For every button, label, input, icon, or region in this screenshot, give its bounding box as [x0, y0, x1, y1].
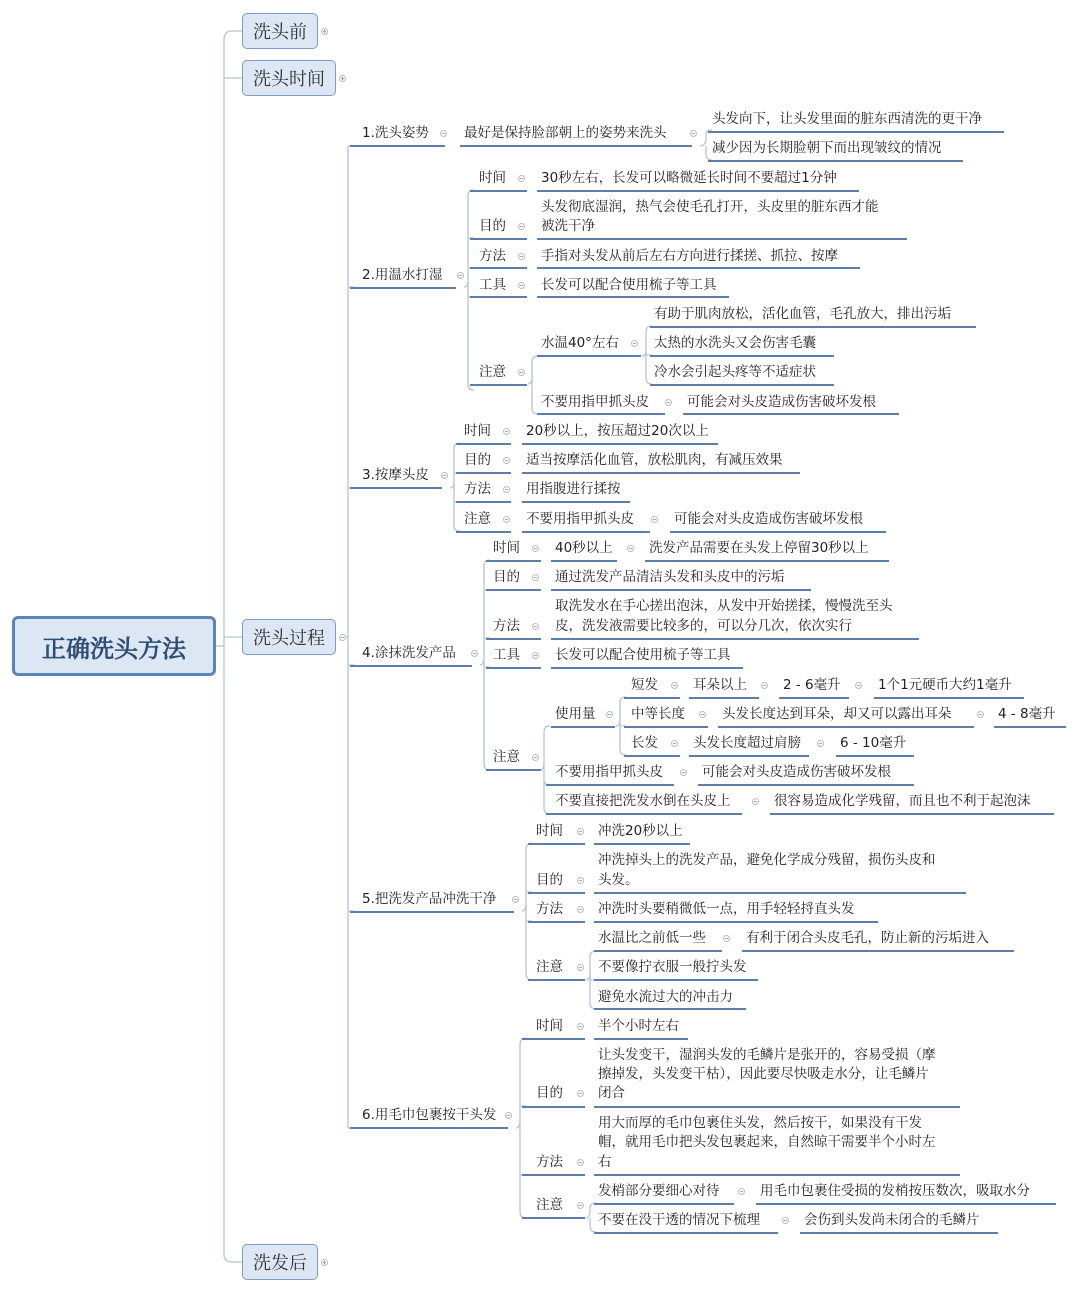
step4-time-label[interactable]: 时间: [493, 540, 520, 556]
underline: [522, 1174, 585, 1176]
collapse-toggle-icon[interactable]: [782, 1217, 789, 1224]
underline: [546, 784, 674, 786]
collapse-toggle-icon[interactable]: [665, 399, 672, 406]
step3-note[interactable]: 不要用指甲抓头皮: [526, 511, 634, 527]
underline: [800, 1232, 998, 1234]
step6-comb-reason[interactable]: 会伤到头发尚未闭合的毛鳞片: [804, 1212, 980, 1228]
underline: [456, 531, 511, 533]
collapse-toggle-icon[interactable]: [503, 516, 510, 523]
step3-label[interactable]: 3.按摩头皮: [362, 467, 429, 483]
expand-toggle-icon[interactable]: [321, 28, 328, 35]
step6-ends[interactable]: 发梢部分要细心对待: [598, 1183, 720, 1199]
collapse-toggle-icon[interactable]: [577, 828, 584, 835]
step4-time-detail[interactable]: 洗发产品需要在头发上停留30秒以上: [649, 540, 869, 556]
usage-length[interactable]: 中等长度: [631, 706, 685, 722]
collapse-toggle-icon[interactable]: [577, 906, 584, 913]
step2-label[interactable]: 2.用温水打湿: [362, 267, 443, 283]
underline: [470, 267, 527, 269]
step4-label[interactable]: 4.涂抹洗发产品: [362, 645, 456, 661]
underline: [594, 843, 690, 845]
step5-purpose-cont[interactable]: 头发。: [598, 872, 639, 888]
underline: [470, 190, 527, 192]
collapse-toggle-icon[interactable]: [671, 740, 678, 747]
step1-label[interactable]: 1.洗头姿势: [362, 125, 429, 141]
underline: [350, 287, 456, 289]
underline: [650, 384, 834, 386]
underline: [537, 355, 641, 357]
collapse-toggle-icon[interactable]: [680, 769, 687, 776]
step1-reason[interactable]: 头发向下，让头发里面的脏东西清洗的更干净: [712, 111, 982, 127]
underline: [594, 1203, 734, 1205]
collapse-toggle-icon[interactable]: [723, 935, 730, 942]
underline: [522, 472, 800, 474]
underline: [537, 238, 907, 240]
collapse-toggle-icon[interactable]: [339, 634, 346, 641]
water-temp-item[interactable]: 冷水会引起头疼等不适症状: [654, 364, 816, 380]
step2-time[interactable]: 30秒左右，长发可以略微延长时间不要超过1分钟: [541, 170, 837, 186]
step4-time[interactable]: 40秒以上: [555, 540, 613, 556]
collapse-toggle-icon[interactable]: [440, 130, 447, 137]
underline: [350, 665, 472, 667]
topic-before-wash[interactable]: 洗头前: [242, 13, 318, 49]
step6-method-cont[interactable]: 帽，就用毛巾把头发包裹起来，自然晾干需要半个小时左: [598, 1134, 936, 1150]
underline: [470, 296, 527, 298]
underline: [718, 726, 974, 728]
step5-time[interactable]: 冲洗20秒以上: [598, 823, 683, 839]
step2-note-label[interactable]: 注意: [479, 364, 506, 380]
usage-length[interactable]: 长发: [631, 735, 658, 751]
topic-wash-time[interactable]: 洗头时间: [242, 60, 336, 96]
underline: [456, 443, 511, 445]
underline: [528, 843, 585, 845]
collapse-toggle-icon[interactable]: [518, 369, 525, 376]
underline: [528, 921, 585, 923]
step3-purpose[interactable]: 适当按摩活化血管，放松肌肉，有减压效果: [526, 452, 783, 468]
underline: [522, 501, 630, 503]
step2-method-label[interactable]: 方法: [479, 248, 506, 264]
collapse-toggle-icon[interactable]: [505, 1112, 512, 1119]
step3-method[interactable]: 用指腹进行揉按: [526, 481, 621, 497]
underline: [689, 697, 759, 699]
step1-posture[interactable]: 最好是保持脸部朝上的姿势来洗头: [464, 125, 667, 141]
step2-purpose-label[interactable]: 目的: [479, 218, 506, 234]
collapse-toggle-icon[interactable]: [532, 623, 539, 630]
underline: [624, 697, 680, 699]
underline: [594, 1038, 688, 1040]
step4-pour[interactable]: 不要直接把洗发水倒在头皮上: [555, 793, 731, 809]
underline: [551, 560, 617, 562]
step6-ends-reason[interactable]: 用毛巾包裹住受损的发梢按压数次，吸取水分: [760, 1183, 1030, 1199]
step6-purpose-cont[interactable]: 闭合: [598, 1085, 625, 1101]
underline: [350, 911, 514, 913]
underline: [551, 726, 615, 728]
underline: [470, 238, 527, 240]
usage-desc[interactable]: 头发长度超过肩膀: [693, 735, 801, 751]
underline: [594, 979, 758, 981]
collapse-toggle-icon[interactable]: [671, 682, 678, 689]
step2-purpose-cont[interactable]: 被洗干净: [541, 218, 595, 234]
step3-note-label[interactable]: 注意: [464, 511, 491, 527]
underline: [779, 697, 849, 699]
underline: [486, 769, 541, 771]
underline: [594, 921, 878, 923]
collapse-toggle-icon[interactable]: [817, 740, 824, 747]
step5-note-reason[interactable]: 有利于闭合头皮毛孔，防止新的污垢进入: [746, 930, 989, 946]
collapse-toggle-icon[interactable]: [606, 711, 613, 718]
underline: [594, 950, 722, 952]
underline: [350, 1127, 508, 1129]
underline: [537, 190, 859, 192]
underline: [537, 413, 665, 415]
underline: [350, 487, 442, 489]
underline: [456, 472, 511, 474]
collapse-toggle-icon[interactable]: [518, 282, 525, 289]
water-temp-item[interactable]: 太热的水洗头又会伤害毛囊: [654, 335, 816, 351]
step6-method-cont[interactable]: 右: [598, 1154, 612, 1170]
root-topic[interactable]: 正确洗头方法: [12, 616, 216, 676]
collapse-toggle-icon[interactable]: [503, 457, 510, 464]
topic-after-wash[interactable]: 洗发后: [242, 1244, 318, 1280]
underline: [522, 531, 650, 533]
collapse-toggle-icon[interactable]: [577, 877, 584, 884]
underline: [594, 1232, 778, 1234]
step1-reason[interactable]: 减少因为长期脸朝下而出现皱纹的情况: [712, 140, 942, 156]
step2-tool[interactable]: 长发可以配合使用梳子等工具: [541, 277, 717, 293]
collapse-toggle-icon[interactable]: [752, 798, 759, 805]
step3-method-label[interactable]: 方法: [464, 481, 491, 497]
underline: [594, 1106, 960, 1108]
water-temp-item[interactable]: 有助于肌肉放松，活化血管，毛孔放大，排出污垢: [654, 306, 951, 322]
step5-time-label[interactable]: 时间: [536, 823, 563, 839]
topic-wash-process[interactable]: 洗头过程: [242, 619, 336, 655]
step5-purpose-label[interactable]: 目的: [536, 872, 563, 888]
underline: [537, 267, 860, 269]
underline: [460, 145, 692, 147]
underline: [546, 813, 742, 815]
step5-label[interactable]: 5.把洗发产品冲洗干净: [362, 891, 497, 907]
step3-note-reason[interactable]: 可能会对头皮造成伤害破坏发根: [674, 511, 863, 527]
underline: [708, 131, 1004, 133]
step5-method-label[interactable]: 方法: [536, 901, 563, 917]
underline: [670, 531, 886, 533]
collapse-toggle-icon[interactable]: [512, 896, 519, 903]
underline: [594, 892, 966, 894]
step2-method[interactable]: 手指对头发从前后左右方向进行揉搓、抓拉、按摩: [541, 248, 838, 264]
step6-method[interactable]: 用大而厚的毛巾包裹住头发，然后按干，如果没有干发: [598, 1115, 922, 1131]
step6-time-label[interactable]: 时间: [536, 1018, 563, 1034]
underline: [528, 979, 585, 981]
usage-label[interactable]: 使用量: [555, 706, 596, 722]
collapse-toggle-icon[interactable]: [518, 253, 525, 260]
step3-time-label[interactable]: 时间: [464, 423, 491, 439]
collapse-toggle-icon[interactable]: [532, 574, 539, 581]
step2-time-label[interactable]: 时间: [479, 170, 506, 186]
step4-tool[interactable]: 长发可以配合使用梳子等工具: [555, 647, 731, 663]
underline: [456, 501, 511, 503]
collapse-toggle-icon[interactable]: [532, 652, 539, 659]
underline: [994, 726, 1066, 728]
underline: [486, 560, 541, 562]
step4-tool-label[interactable]: 工具: [493, 647, 520, 663]
step4-pour-reason[interactable]: 很容易造成化学残留，而且也不利于起泡沫: [774, 793, 1031, 809]
collapse-toggle-icon[interactable]: [627, 545, 634, 552]
collapse-toggle-icon[interactable]: [699, 711, 706, 718]
underline: [650, 355, 834, 357]
underline: [522, 443, 718, 445]
step4-method[interactable]: 取洗发水在手心搓出泡沫，从发中开始搓揉，慢慢洗至头: [555, 598, 893, 614]
collapse-toggle-icon[interactable]: [577, 1023, 584, 1030]
collapse-toggle-icon[interactable]: [441, 472, 448, 479]
collapse-toggle-icon[interactable]: [761, 682, 768, 689]
step2-nail[interactable]: 不要用指甲抓头皮: [541, 394, 649, 410]
collapse-toggle-icon[interactable]: [690, 130, 697, 137]
underline: [624, 755, 680, 757]
underline: [645, 560, 889, 562]
underline: [874, 697, 1024, 699]
underline: [537, 296, 729, 298]
step4-purpose-label[interactable]: 目的: [493, 569, 520, 585]
underline: [650, 326, 976, 328]
step4-method-label[interactable]: 方法: [493, 618, 520, 634]
step3-purpose-label[interactable]: 目的: [464, 452, 491, 468]
step5-purpose[interactable]: 冲洗掉头上的洗发产品，避免化学成分残留，损伤头皮和: [598, 852, 936, 868]
collapse-toggle-icon[interactable]: [577, 1202, 584, 1209]
usage-length[interactable]: 短发: [631, 677, 658, 693]
underline: [551, 667, 743, 669]
underline: [486, 589, 541, 591]
underline: [470, 384, 527, 386]
underline: [756, 1203, 1056, 1205]
underline: [689, 755, 809, 757]
collapse-toggle-icon[interactable]: [518, 223, 525, 230]
step4-purpose[interactable]: 通过洗发产品清洁头发和头皮中的污垢: [555, 569, 785, 585]
collapse-toggle-icon[interactable]: [577, 1090, 584, 1097]
step6-note-label[interactable]: 注意: [536, 1197, 563, 1213]
collapse-toggle-icon[interactable]: [503, 428, 510, 435]
underline: [528, 892, 585, 894]
collapse-toggle-icon[interactable]: [651, 516, 658, 523]
step2-nail-reason[interactable]: 可能会对头皮造成伤害破坏发根: [687, 394, 876, 410]
step6-time[interactable]: 半个小时左右: [598, 1018, 679, 1034]
step2-tool-label[interactable]: 工具: [479, 277, 506, 293]
expand-toggle-icon[interactable]: [339, 75, 346, 82]
underline: [551, 638, 919, 640]
step4-nail[interactable]: 不要用指甲抓头皮: [555, 764, 663, 780]
underline: [708, 160, 963, 162]
step5-note[interactable]: 水温比之前低一些: [598, 930, 706, 946]
usage-amount[interactable]: 4 - 8毫升: [998, 706, 1056, 722]
underline: [350, 145, 445, 147]
step2-purpose[interactable]: 头发彻底湿润，热气会使毛孔打开，头皮里的脏东西才能: [541, 199, 879, 215]
expand-toggle-icon[interactable]: [321, 1259, 328, 1266]
usage-desc[interactable]: 头发长度达到耳朵，却又可以露出耳朵: [722, 706, 952, 722]
underline: [594, 1174, 960, 1176]
collapse-toggle-icon[interactable]: [518, 175, 525, 182]
usage-amount[interactable]: 6 - 10毫升: [840, 735, 907, 751]
collapse-toggle-icon[interactable]: [855, 682, 862, 689]
underline: [594, 1008, 746, 1010]
collapse-toggle-icon[interactable]: [631, 340, 638, 347]
step6-method-label[interactable]: 方法: [536, 1154, 563, 1170]
underline: [770, 813, 1054, 815]
underline: [698, 784, 914, 786]
step6-purpose-label[interactable]: 目的: [536, 1085, 563, 1101]
step5-note[interactable]: 不要像拧衣服一般拧头发: [598, 959, 747, 975]
underline: [551, 589, 811, 591]
step5-note-label[interactable]: 注意: [536, 959, 563, 975]
collapse-toggle-icon[interactable]: [532, 545, 539, 552]
underline: [522, 1217, 585, 1219]
underline: [742, 950, 1014, 952]
step2-water-temp[interactable]: 水温40°左右: [541, 335, 619, 351]
underline: [683, 413, 899, 415]
step4-note-label[interactable]: 注意: [493, 749, 520, 765]
step5-note[interactable]: 避免水流过大的冲击力: [598, 989, 733, 1005]
underline: [486, 638, 541, 640]
collapse-toggle-icon[interactable]: [503, 486, 510, 493]
collapse-toggle-icon[interactable]: [532, 754, 539, 761]
underline: [522, 1106, 585, 1108]
usage-desc[interactable]: 耳朵以上: [693, 677, 747, 693]
collapse-toggle-icon[interactable]: [577, 1159, 584, 1166]
collapse-toggle-icon[interactable]: [577, 964, 584, 971]
step6-label[interactable]: 6.用毛巾包裹按干头发: [362, 1107, 497, 1123]
step6-purpose-cont[interactable]: 擦掉发，头发变干枯），因此要尽快吸走水分，让毛鳞片: [598, 1066, 929, 1082]
step4-method-cont[interactable]: 皮，洗发液需要比较多的，可以分几次，依次实行: [555, 618, 852, 634]
step6-purpose[interactable]: 让头发变干，湿润头发的毛鳞片是张开的，容易受损（摩: [598, 1047, 936, 1063]
underline: [486, 667, 541, 669]
underline: [624, 726, 708, 728]
underline: [522, 1038, 585, 1040]
step4-nail-reason[interactable]: 可能会对头皮造成伤害破坏发根: [702, 764, 891, 780]
step6-comb[interactable]: 不要在没干透的情况下梳理: [598, 1212, 760, 1228]
collapse-toggle-icon[interactable]: [977, 711, 984, 718]
step5-method[interactable]: 冲洗时头要稍微低一点，用手轻轻捋直头发: [598, 901, 855, 917]
step3-time[interactable]: 20秒以上，按压超过20次以上: [526, 423, 709, 439]
collapse-toggle-icon[interactable]: [738, 1188, 745, 1195]
collapse-toggle-icon[interactable]: [471, 650, 478, 657]
usage-amount[interactable]: 2 - 6毫升: [783, 677, 841, 693]
underline: [836, 755, 914, 757]
usage-extra[interactable]: 1个1元硬币大约1毫升: [878, 677, 1012, 693]
collapse-toggle-icon[interactable]: [457, 272, 464, 279]
